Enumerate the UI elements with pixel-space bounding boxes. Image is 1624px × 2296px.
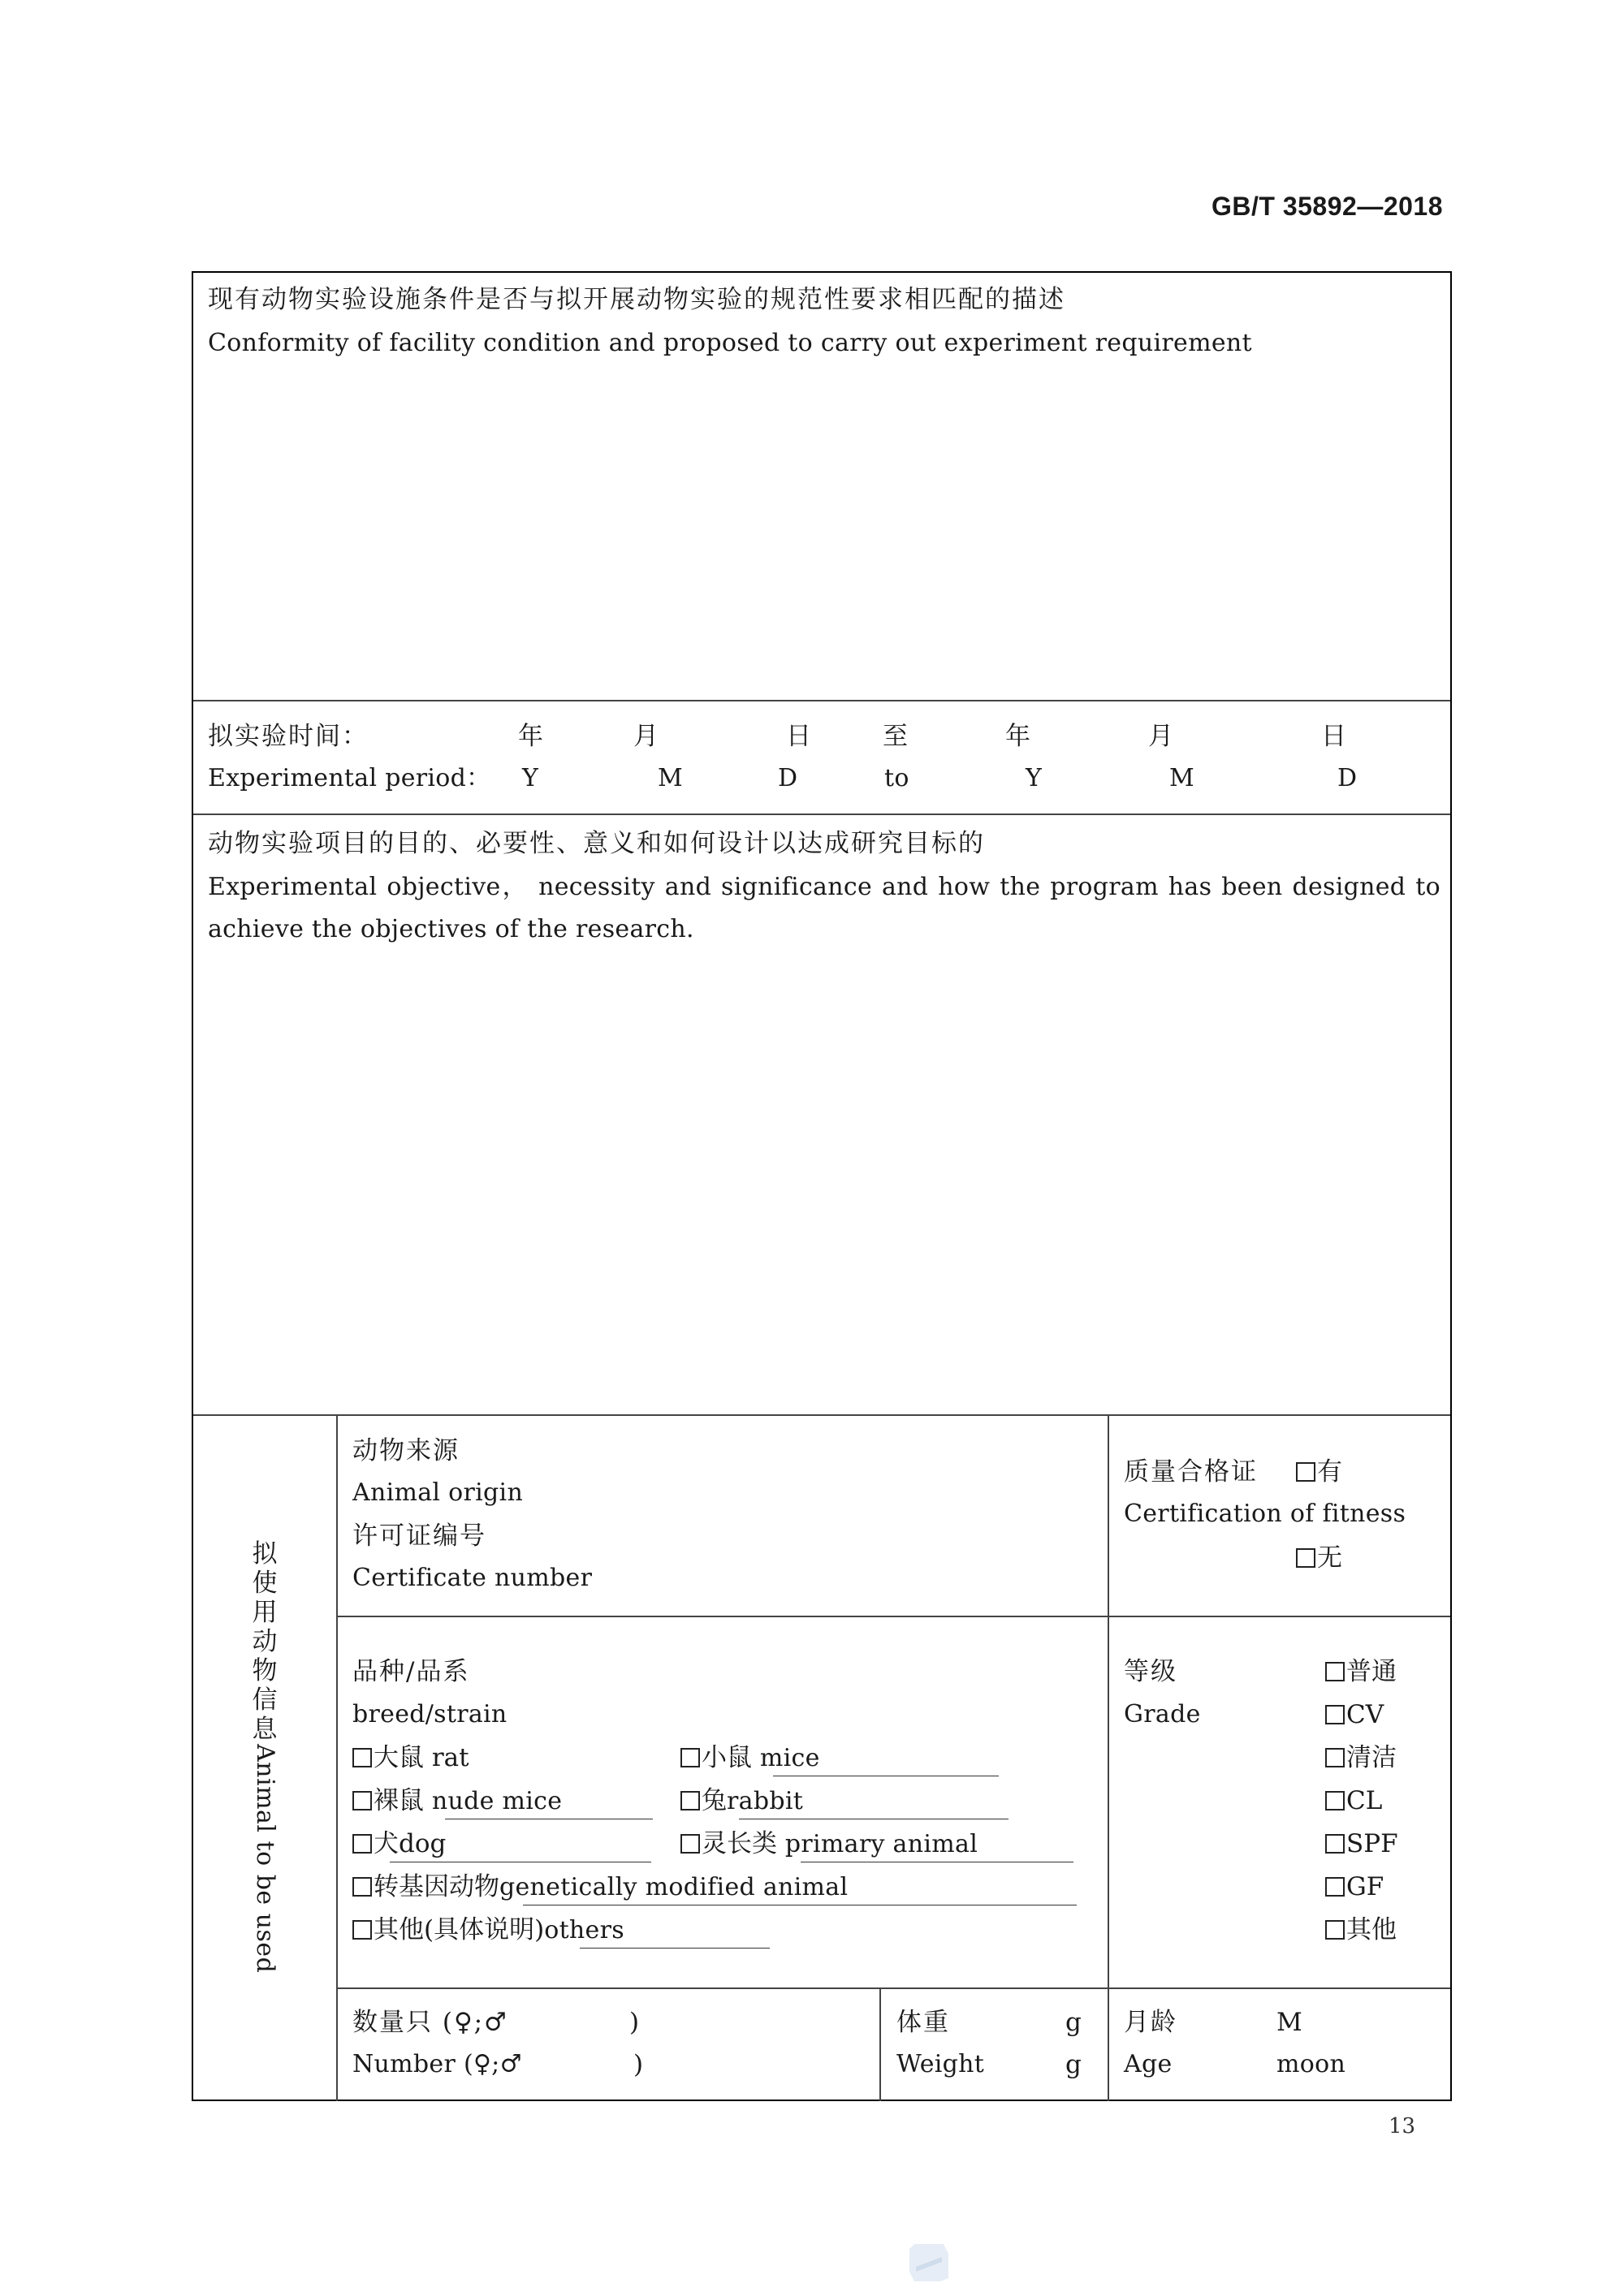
origin-label-zh: 动物来源 xyxy=(352,1436,460,1465)
age-input-field[interactable] xyxy=(1194,2005,1267,2087)
species-gm-option[interactable] xyxy=(352,1872,849,1901)
weight-input-field[interactable] xyxy=(974,2005,1056,2087)
species-others-label-zh: 其他(具体说明) xyxy=(374,1915,545,1944)
animal-side-label xyxy=(247,1539,283,1973)
checkbox-others[interactable] xyxy=(352,1920,372,1940)
license-label-en: Certificate number xyxy=(352,1564,593,1592)
checkbox-grade-cl[interactable] xyxy=(1325,1791,1345,1810)
grade-option-label: CL xyxy=(1346,1786,1383,1815)
objective-title-en-line2: achieve the objectives of the research. xyxy=(208,915,694,943)
animal-side-label-char: 拟 xyxy=(252,1539,278,1569)
species-rabbit-label-en: rabbit xyxy=(727,1787,804,1815)
divider-right-column xyxy=(1108,1414,1109,2101)
grade-option-cl[interactable] xyxy=(1325,1786,1383,1815)
period-label-zh: 拟实验时间： xyxy=(208,722,369,751)
sac-watermark-icon xyxy=(908,2242,950,2283)
cert-label-en: Certification of fitness xyxy=(1124,1500,1406,1528)
weight-unit-zh: g xyxy=(1065,2008,1082,2037)
grade-option-conventional[interactable] xyxy=(1325,1659,1397,1685)
period-end-year-en: Y xyxy=(1026,764,1043,792)
objective-description-field[interactable] xyxy=(208,958,1434,1405)
checkbox-cert-yes[interactable] xyxy=(1296,1462,1315,1482)
species-dog-option[interactable] xyxy=(352,1829,447,1858)
grade-option-spf[interactable] xyxy=(1325,1829,1398,1858)
animal-side-label-char: 使 xyxy=(252,1569,278,1598)
period-start-day-en: D xyxy=(778,764,798,792)
species-nude-label-zh: 裸鼠 xyxy=(374,1786,424,1815)
grade-option-label: SPF xyxy=(1346,1829,1398,1858)
age-unit-zh: M xyxy=(1276,2008,1302,2037)
period-start-month-zh: 月 xyxy=(633,722,659,751)
grade-option-label: 普通 xyxy=(1346,1657,1397,1686)
checkbox-grade-conventional[interactable] xyxy=(1325,1662,1345,1681)
checkbox-grade-spf[interactable] xyxy=(1325,1834,1345,1854)
checkbox-grade-gf[interactable] xyxy=(1325,1877,1345,1897)
animal-side-label-char: 动 xyxy=(252,1627,278,1656)
species-nude-option[interactable] xyxy=(352,1786,563,1815)
period-end-month-zh: 月 xyxy=(1148,722,1173,751)
period-to-en: to xyxy=(884,764,909,792)
grade-option-label: 清洁 xyxy=(1346,1743,1397,1772)
animal-side-label-char: 息 xyxy=(252,1715,278,1744)
objective-title-en-line1: Experimental objective， necessity and significance and how the program has been designed to xyxy=(208,873,1440,901)
grade-label-en: Grade xyxy=(1124,1700,1201,1728)
breed-label-zh: 品种/品系 xyxy=(352,1657,470,1686)
grade-option-label: CV xyxy=(1346,1700,1384,1729)
species-others-label-en: others xyxy=(544,1916,624,1944)
species-others-option[interactable] xyxy=(352,1915,624,1944)
grade-option-cv[interactable] xyxy=(1325,1700,1384,1729)
checkbox-grade-cv[interactable] xyxy=(1325,1705,1345,1724)
period-end-day-en: D xyxy=(1337,764,1358,792)
species-mice-label-en: mice xyxy=(759,1744,820,1772)
divider-facility-period xyxy=(193,700,1450,701)
breed-label-en: breed/strain xyxy=(352,1700,508,1728)
checkbox-cert-no[interactable] xyxy=(1296,1548,1315,1568)
cert-yes-label: 有 xyxy=(1317,1457,1342,1487)
cert-label-zh: 质量合格证 xyxy=(1124,1457,1258,1487)
others-underline xyxy=(580,1948,770,1949)
facility-description-field[interactable] xyxy=(208,373,1434,690)
animal-side-label-char: 信 xyxy=(252,1685,278,1715)
period-end-year-zh: 年 xyxy=(1005,722,1030,751)
age-unit-en: moon xyxy=(1276,2050,1346,2078)
species-primate-option[interactable] xyxy=(680,1829,978,1858)
cert-yes-option[interactable] xyxy=(1296,1457,1342,1487)
checkbox-grade-clean[interactable] xyxy=(1325,1748,1345,1767)
species-mice-option[interactable] xyxy=(680,1743,820,1772)
number-close-paren-zh: ) xyxy=(629,2008,640,2037)
species-rat-option[interactable] xyxy=(352,1743,469,1772)
weight-label-en: Weight xyxy=(896,2050,985,2078)
animal-side-label-char: 物 xyxy=(252,1656,278,1685)
cert-no-option[interactable] xyxy=(1296,1543,1342,1573)
divider-origin-breed xyxy=(336,1616,1450,1617)
grade-option-label: 其他 xyxy=(1346,1915,1397,1944)
grade-label-zh: 等级 xyxy=(1124,1657,1177,1686)
species-gm-label-en: genetically modified animal xyxy=(499,1873,849,1901)
grade-option-clean[interactable] xyxy=(1325,1743,1397,1772)
cert-no-label: 无 xyxy=(1317,1543,1342,1573)
divider-period-objective xyxy=(193,814,1450,815)
license-label-zh: 许可证编号 xyxy=(352,1521,486,1551)
checkbox-mice[interactable] xyxy=(680,1748,700,1767)
checkbox-nude-mice[interactable] xyxy=(352,1791,372,1810)
weight-label-zh: 体重 xyxy=(896,2008,950,2037)
species-rabbit-option[interactable] xyxy=(680,1786,804,1815)
number-label-en: Number (♀;♂ xyxy=(352,2050,522,2078)
checkbox-rat[interactable] xyxy=(352,1748,372,1767)
species-nude-label-en: nude mice xyxy=(431,1787,563,1815)
grade-option-gf[interactable] xyxy=(1325,1872,1384,1901)
checkbox-dog[interactable] xyxy=(352,1834,372,1854)
animal-side-label-char: 用 xyxy=(252,1598,278,1627)
number-input-field[interactable] xyxy=(552,2005,625,2087)
species-mice-label-zh: 小鼠 xyxy=(702,1743,752,1772)
facility-title-zh: 现有动物实验设施条件是否与拟开展动物实验的规范性要求相匹配的描述 xyxy=(208,285,1065,314)
checkbox-primate[interactable] xyxy=(680,1834,700,1854)
divider-objective-animal xyxy=(193,1414,1450,1416)
divider-breed-number xyxy=(336,1987,1450,1989)
age-label-zh: 月龄 xyxy=(1124,2008,1177,2037)
facility-title-en: Conformity of facility condition and proposed to carry out experiment requirement xyxy=(208,329,1252,357)
number-label-zh: 数量只 (♀;♂ xyxy=(352,2008,508,2037)
objective-title-zh: 动物实验项目的目的、必要性、意义和如何设计以达成研究目标的 xyxy=(208,829,985,858)
period-start-day-zh: 日 xyxy=(786,722,811,751)
divider-number-weight xyxy=(879,1987,881,2101)
age-label-en: Age xyxy=(1124,2050,1173,2078)
period-start-year-en: Y xyxy=(522,764,539,792)
species-primate-label-zh: 灵长类 xyxy=(702,1829,777,1858)
number-close-paren-en: ) xyxy=(633,2050,644,2079)
grade-option-other[interactable] xyxy=(1325,1915,1397,1944)
period-start-month-en: M xyxy=(658,764,684,792)
period-end-day-zh: 日 xyxy=(1321,722,1346,751)
divider-animal-side-column xyxy=(336,1414,338,2101)
animal-side-label-en: Animal to be used xyxy=(251,1744,279,1974)
species-gm-label-zh: 转基因动物 xyxy=(374,1872,499,1901)
checkbox-gm-animal[interactable] xyxy=(352,1877,372,1897)
species-dog-label: 犬dog xyxy=(374,1829,447,1858)
standard-code: GB/T 35892—2018 xyxy=(1212,192,1443,221)
checkbox-rabbit[interactable] xyxy=(680,1791,700,1810)
checkbox-grade-other[interactable] xyxy=(1325,1920,1345,1940)
origin-label-en: Animal origin xyxy=(352,1478,524,1507)
weight-unit-en: g xyxy=(1065,2050,1082,2079)
period-end-month-en: M xyxy=(1169,764,1195,792)
species-rabbit-label-zh: 兔 xyxy=(702,1786,727,1815)
grade-option-label: GF xyxy=(1346,1872,1384,1901)
page-number: 13 xyxy=(1389,2114,1416,2138)
period-label-en: Experimental period： xyxy=(208,764,491,792)
period-start-year-zh: 年 xyxy=(518,722,543,751)
period-to-zh: 至 xyxy=(883,722,908,751)
animal-side-label-zh xyxy=(247,1539,283,1744)
species-primate-label-en: primary animal xyxy=(784,1830,978,1858)
species-rat-label: 大鼠 rat xyxy=(374,1743,469,1772)
